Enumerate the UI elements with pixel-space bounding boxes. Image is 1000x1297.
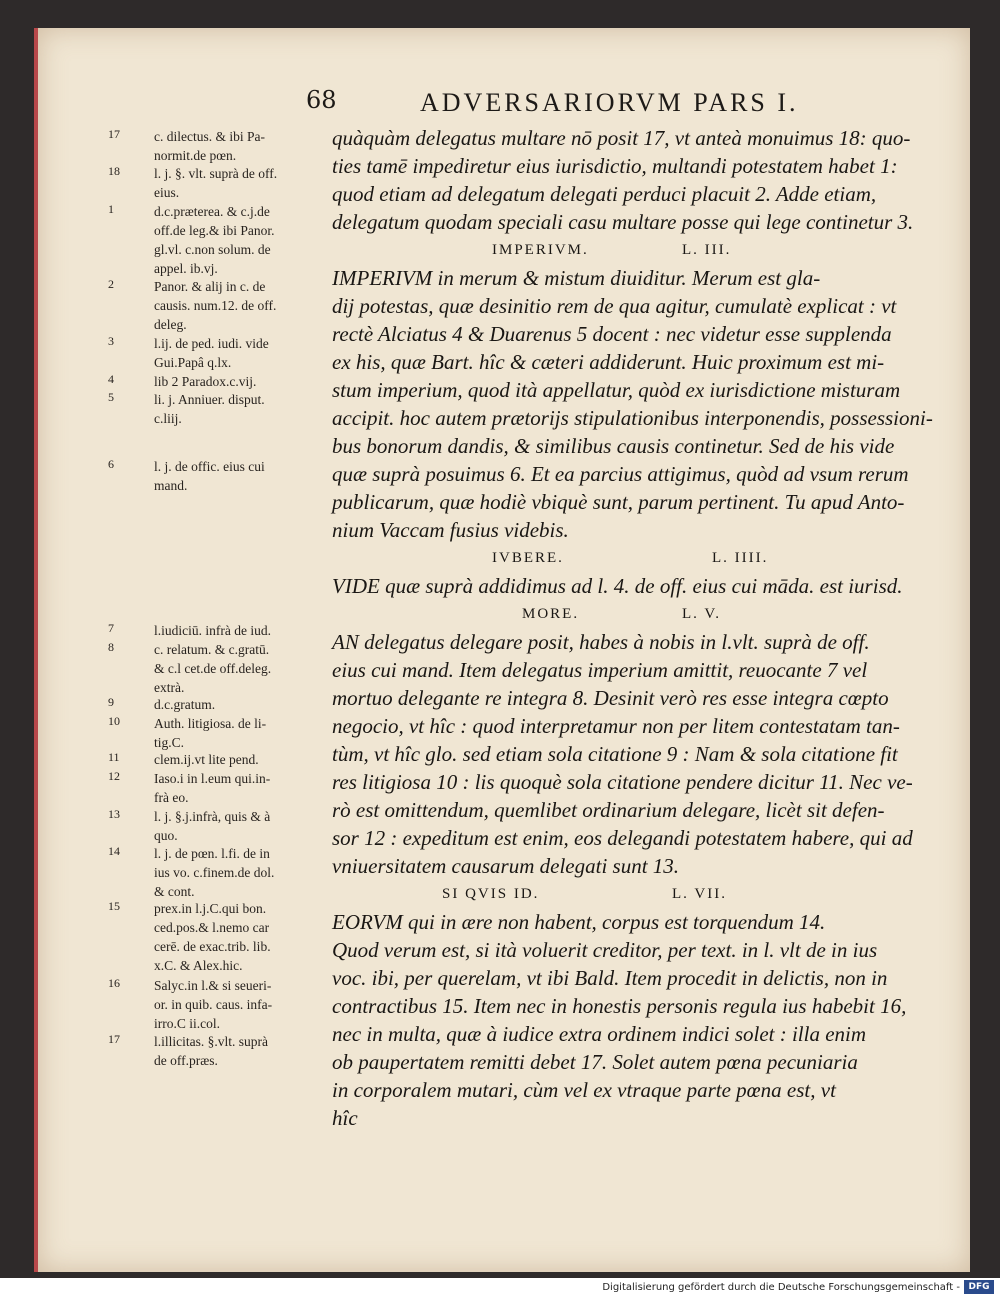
margin-note-line: l. j. §. vlt. suprà de off. xyxy=(154,166,278,181)
margin-note xyxy=(108,769,340,807)
margin-note-line: lib 2 Paradox.c.vij. xyxy=(154,374,257,389)
margin-note xyxy=(108,899,340,975)
margin-note-number: 4 xyxy=(108,372,114,386)
margin-note-line: & cont. xyxy=(154,884,195,899)
margin-note-line: cerē. de exac.trib. lib. xyxy=(154,939,271,954)
margin-note-number: 2 xyxy=(108,277,114,291)
margin-note-number: 12 xyxy=(108,769,120,783)
body-line: sor 12 : expeditum est enim, eos delegandi potestatem habere, qui ad xyxy=(332,826,913,850)
margin-note-line: off.de leg.& ibi Panor. xyxy=(154,223,275,238)
dfg-logo: DFG xyxy=(964,1280,994,1294)
margin-note-line: c. dilectus. & ibi Pa- xyxy=(154,129,265,144)
margin-note xyxy=(108,372,340,391)
body-line: ties tamē impediretur eius iurisdictio, multandi potestatem habet 1: xyxy=(332,154,898,178)
body-line: voc. ibi, per querelam, vt ibi Bald. Item procedit in delictis, non in xyxy=(332,966,888,990)
margin-note-line: de off.præs. xyxy=(154,1053,218,1068)
body-line: quàquàm delegatus multare nō posit 17, vt anteà monuimus 18: quo- xyxy=(332,126,911,150)
margin-note-number: 17 xyxy=(108,1032,120,1046)
body-line: quod etiam ad delegatum delegati perduci placuit 2. Adde etiam, xyxy=(332,182,877,206)
body-line: in corporalem mutari, cùm vel ex vtraque parte pœna est, vt xyxy=(332,1078,836,1102)
margin-note-line: extrà. xyxy=(154,680,185,695)
margin-note-number: 11 xyxy=(108,750,120,764)
margin-note-number: 13 xyxy=(108,807,120,821)
margin-note-line: gl.vl. c.non solum. de xyxy=(154,242,271,257)
margin-note-line: Gui.Papâ q.lx. xyxy=(154,355,232,370)
margin-note-line: l. j. §.j.infrà, quis & à xyxy=(154,809,271,824)
section-heading-law: L. IIII. xyxy=(712,550,769,566)
margin-note xyxy=(108,844,340,901)
margin-note-line: l.illicitas. §.vlt. suprà xyxy=(154,1034,268,1049)
margin-note xyxy=(108,202,340,278)
margin-note xyxy=(108,621,340,640)
running-title: ADVERSARIORVM PARS I. xyxy=(420,88,799,117)
margin-note-line: l. j. de pœn. l.fi. de in xyxy=(154,846,270,861)
margin-note xyxy=(108,750,340,769)
body-line: hîc xyxy=(332,1106,358,1130)
section-heading-law: L. VII. xyxy=(672,886,727,902)
body-line: stum imperium, quod ità appellatur, quòd ex iurisdictione misturam xyxy=(332,378,901,402)
margin-note-number: 7 xyxy=(108,621,114,635)
margin-note-line: Iaso.i in l.eum qui.in- xyxy=(154,771,271,786)
footer-credit: Digitalisierung gefördert durch die Deutsche Forschungsgemeinschaft - xyxy=(602,1282,960,1293)
margin-note-line: & c.l cet.de off.deleg. xyxy=(154,661,272,676)
section-heading-law: L. III. xyxy=(682,242,732,258)
margin-note-line: clem.ij.vt lite pend. xyxy=(154,752,259,767)
body-line: ex his, quæ Bart. hîc & cæteri addiderunt. Huic proximum est mi- xyxy=(332,350,885,374)
body-line: res litigiosa 10 : lis quoquè sola citatione pendere dicitur 11. Nec ve- xyxy=(332,770,913,794)
margin-note-line: irro.C ii.col. xyxy=(154,1016,220,1031)
body-line: EORVM qui in ære non habent, corpus est torquendum 14. xyxy=(332,910,826,934)
body-line: accipit. hoc autem prætorijs stipulationibus interponendis, possessioni- xyxy=(332,406,933,430)
section-heading-title: IVBERE. xyxy=(492,550,564,566)
body-line: rectè Alciatus 4 & Duarenus 5 docent : nec videtur esse supplenda xyxy=(332,322,892,346)
margin-note-line: Salyc.in l.& si seueri- xyxy=(154,978,272,993)
margin-note-number: 9 xyxy=(108,695,114,709)
margin-note-line: li. j. Anniuer. disput. xyxy=(154,392,265,407)
section-heading-title: MORE. xyxy=(522,606,580,622)
margin-note xyxy=(108,390,340,428)
margin-note-number: 8 xyxy=(108,640,114,654)
body-line: vniuersitatem causarum delegati sunt 13. xyxy=(332,854,680,878)
body-line: quæ suprà posuimus 6. Et ea parcius attigimus, quòd ad vsum rerum xyxy=(332,462,909,486)
margin-note-line: Panor. & alij in c. de xyxy=(154,279,266,294)
margin-note-line: c. relatum. & c.gratū. xyxy=(154,642,270,657)
body-line: publicarum, quæ hodiè vbiquè sunt, parum pertinent. Tu apud Anto- xyxy=(332,490,905,514)
margin-note-number: 5 xyxy=(108,390,114,404)
margin-note-line: ced.pos.& l.nemo car xyxy=(154,920,270,935)
margin-note-line: d.c.gratum. xyxy=(154,697,216,712)
margin-note xyxy=(108,1032,340,1070)
margin-note-line: eius. xyxy=(154,185,180,200)
margin-note-line: Auth. litigiosa. de li- xyxy=(154,716,267,731)
body-line: Quod verum est, si ità voluerit creditor, per text. in l. vlt de in ius xyxy=(332,938,878,962)
margin-note xyxy=(108,714,340,752)
margin-note-number: 1 xyxy=(108,202,114,216)
margin-note-line: c.liij. xyxy=(154,411,182,426)
body-line: mortuo delegante re integra 8. Desinit verò res esse integra cœpto xyxy=(332,686,889,710)
margin-note-line: x.C. & Alex.hic. xyxy=(154,958,243,973)
margin-note xyxy=(108,164,340,202)
body-line: AN delegatus delegare posit, habes à nobis in l.vlt. suprà de off. xyxy=(332,630,870,654)
body-line: nec in multa, quæ à iudice extra ordinem indici solet : illa enim xyxy=(332,1022,867,1046)
margin-note-line: appel. ib.vj. xyxy=(154,261,218,276)
margin-note-line: deleg. xyxy=(154,317,187,332)
margin-note-line: prex.in l.j.C.qui bon. xyxy=(154,901,267,916)
margin-note xyxy=(108,695,340,714)
margin-note xyxy=(108,457,340,495)
section-heading-title: SI QVIS ID. xyxy=(442,886,540,902)
margin-note xyxy=(108,277,340,334)
margin-note-line: d.c.præterea. & c.j.de xyxy=(154,204,270,219)
body-line: rò est omittendum, quemlibet ordinarium delegare, licèt sit defen- xyxy=(332,798,885,822)
margin-note-line: causis. num.12. de off. xyxy=(154,298,277,313)
margin-note xyxy=(108,640,340,697)
margin-note-line: ius vo. c.finem.de dol. xyxy=(154,865,275,880)
margin-note-number: 17 xyxy=(108,127,120,141)
margin-note-number: 15 xyxy=(108,899,120,913)
margin-note-number: 16 xyxy=(108,976,120,990)
margin-note-line: tig.C. xyxy=(154,735,185,750)
body-line: ob paupertatem remitti debet 17. Solet autem pœna pecuniaria xyxy=(332,1050,858,1074)
margin-note-line: l. j. de offic. eius cui xyxy=(154,459,265,474)
page-number: 68 xyxy=(306,86,337,114)
margin-note xyxy=(108,127,340,165)
margin-note-line: normit.de pœn. xyxy=(154,148,237,163)
section-heading-title: IMPERIVM. xyxy=(492,242,589,258)
margin-note xyxy=(108,334,340,372)
body-line: negocio, vt hîc : quod interpretamur non per litem contestatam tan- xyxy=(332,714,900,738)
margin-note-line: quo. xyxy=(154,828,178,843)
body-line: tùm, vt hîc glo. sed etiam sola citatione 9 : Nam & sola citatione fit xyxy=(332,742,898,766)
margin-note-line: frà eo. xyxy=(154,790,189,805)
section-heading-law: L. V. xyxy=(682,606,722,622)
margin-note-line: l.ij. de ped. iudi. vide xyxy=(154,336,269,351)
margin-note xyxy=(108,807,340,845)
body-line: VIDE quæ suprà addidimus ad l. 4. de off. eius cui māda. est iurisd. xyxy=(332,574,903,598)
body-line: eius cui mand. Item delegatus imperium amittit, reuocante 7 vel xyxy=(332,658,868,682)
body-line: dij potestas, quæ desinitio rem de qua agitur, cumulatè explicat : vt xyxy=(332,294,897,318)
body-line: delegatum quodam speciali casu multare posse qui lege continetur 3. xyxy=(332,210,914,234)
body-line: bus bonorum dandis, & similibus causis continetur. Sed de his vide xyxy=(332,434,895,458)
margin-note-line: mand. xyxy=(154,478,188,493)
margin-note xyxy=(108,976,340,1033)
margin-note-number: 14 xyxy=(108,844,120,858)
margin-note-number: 10 xyxy=(108,714,120,728)
body-line: IMPERIVM in merum & mistum diuiditur. Merum est gla- xyxy=(332,266,821,290)
margin-note-line: or. in quib. caus. infa- xyxy=(154,997,273,1012)
margin-note-number: 3 xyxy=(108,334,114,348)
body-line: nium Vaccam fusius videbis. xyxy=(332,518,569,542)
margin-note-number: 6 xyxy=(108,457,114,471)
body-line: contractibus 15. Item nec in honestis personis regula ius habebit 16, xyxy=(332,994,907,1018)
margin-note-number: 18 xyxy=(108,164,120,178)
margin-note-line: l.iudiciū. infrà de iud. xyxy=(154,623,271,638)
